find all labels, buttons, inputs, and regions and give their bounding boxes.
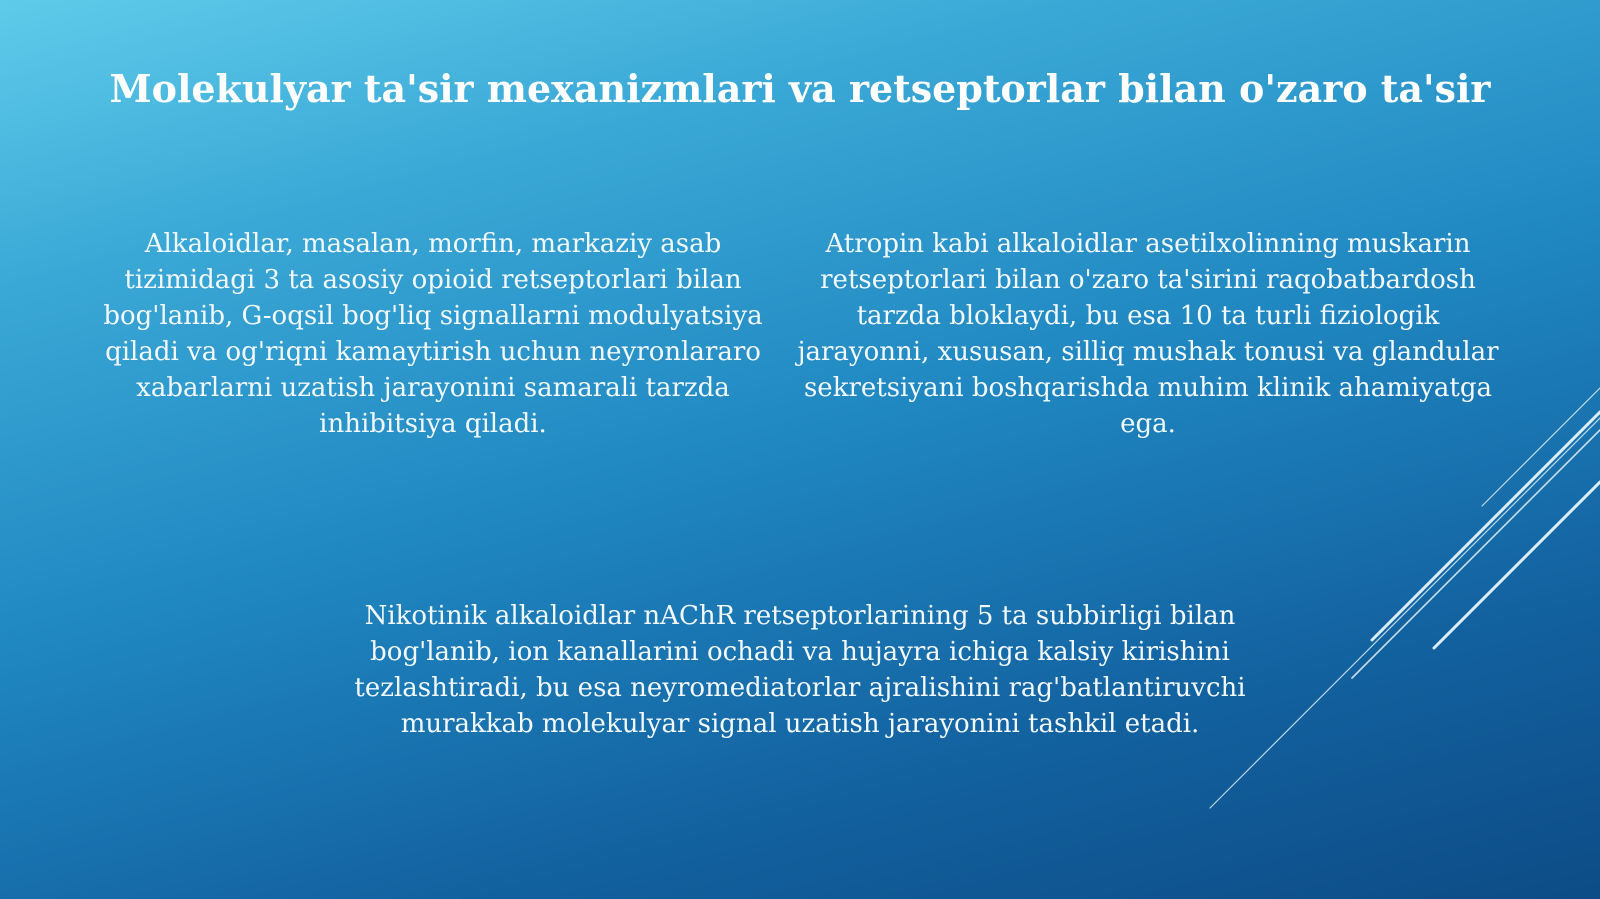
decor-line-mid (1352, 430, 1600, 678)
paragraph-right: Atropin kabi alkaloidlar asetilxolinning muskarin retseptorlari bilan o'zaro ta'sirini raqobatbardosh tarzda bloklaydi, bu esa 10 ta turli fiziologik jarayonni, xususan, silliq mushak tonusi va glandular sekretsiyani boshqarishda muhim klinik ahamiyatga ega. (797, 229, 1499, 439)
decor-line-thick-2 (1434, 482, 1600, 648)
paragraph-bottom: Nikotinik alkaloidlar nAChR retseptorlarining 5 ta subbirligi bilan bog'lanib, ion kanallarini ochadi va hujayra ichiga kalsiy kirishini tezlashtiradi, bu esa neyromediatorlar ajralishini rag'batlantiruvchi murakkab molekulyar signal uzatish jarayonini tashkil etadi. (354, 601, 1246, 739)
paragraph-left: Alkaloidlar, masalan, morfin, markaziy asab tizimidagi 3 ta asosiy opioid retseptorlari bilan bog'lanib, G-oqsil bog'liq signallarni modulyatsiya qiladi va og'riqni kamaytirish uchun neyronlararo xabarlarni uzatish jarayonini samarali tarzda inhibitsiya qiladi. (103, 229, 763, 439)
slide-title: Molekulyar ta'sir mexanizmlari va retseptorlar bilan o'zaro ta'sir (109, 66, 1491, 111)
decor-line-thick-1 (1372, 412, 1600, 640)
decor-line-long (1210, 418, 1600, 808)
